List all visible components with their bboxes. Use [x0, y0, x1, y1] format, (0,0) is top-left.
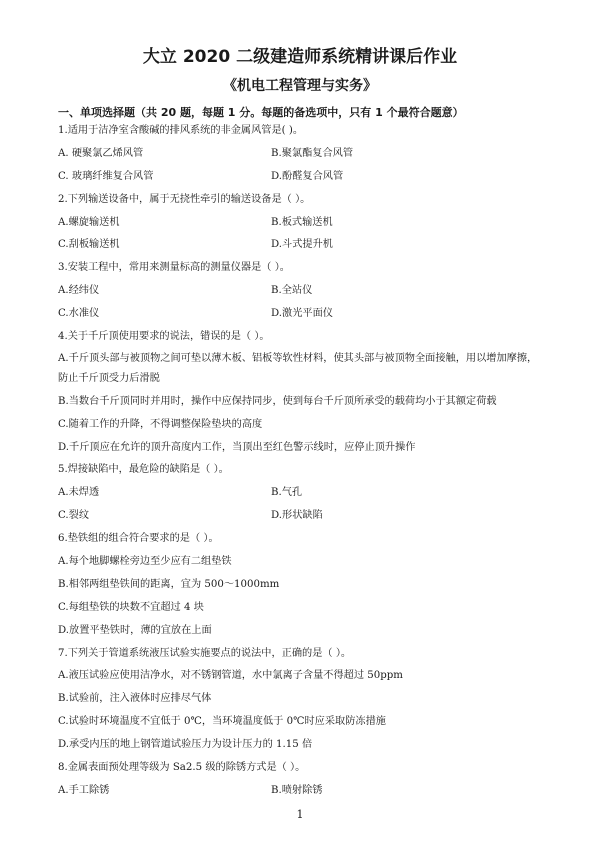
- option: A.千斤顶头部与被顶物之间可垫以薄木板、铝板等软性材料，使其头部与被顶物全面接触，用以增加摩擦，: [58, 352, 538, 364]
- option: A.螺旋输送机: [58, 216, 120, 228]
- option: B.全站仪: [271, 285, 313, 297]
- option: D.放置平垫铁时，薄的宜放在上面: [58, 624, 212, 636]
- option: B.相邻两组垫铁间的距离，宜为 500～1000mm: [58, 578, 280, 590]
- option: A.手工除锈: [58, 784, 110, 796]
- question-stem: 7.下列关于管道系统液压试验实施要点的说法中，正确的是（ ）。: [58, 647, 352, 659]
- option-row: [58, 303, 558, 326]
- option: B.聚氯酯复合风管: [271, 147, 354, 159]
- option-row: [58, 482, 558, 505]
- option: A.未焊透: [58, 487, 100, 499]
- option: B.喷射除锈: [271, 784, 323, 796]
- option: A.每个地脚螺栓旁边至少应有二组垫铁: [58, 556, 232, 568]
- option: A.液压试验应使用洁净水，对不锈钢管道，水中氯离子含量不得超过 50ppm: [58, 670, 403, 682]
- option: D.千斤顶应在允许的顶升高度内工作，当顶出至红色警示线时，应停止顶升操作: [58, 441, 416, 453]
- question-stem: 3.安装工程中，常用来测量标高的测量仪器是（ ）。: [58, 262, 290, 274]
- section-heading: 一、单项选择题（共 20 题，每题 1 分。每题的备选项中，只有 1 个最符合题意）: [58, 106, 464, 119]
- document-subtitle: 《机电工程管理与实务》: [223, 78, 377, 94]
- option: B.试验前，注入液体时应排尽气体: [58, 693, 212, 705]
- option-row: [58, 234, 558, 257]
- question-stem: 8.金属表面预处理等级为 Sa2.5 级的除锈方式是（ ）。: [58, 762, 306, 774]
- option: B.当数台千斤顶同时并用时，操作中应保持同步，使到每台千斤顶所承受的载荷均小于其额定荷载: [58, 395, 497, 407]
- option: C.裂纹: [58, 510, 90, 522]
- option-continuation: 防止千斤顶受力后滑脱: [58, 372, 160, 384]
- option: A.经纬仪: [58, 285, 100, 297]
- option: D.承受内压的地上钢管道试验压力为设计压力的 1.15 倍: [58, 739, 313, 751]
- option: B.气孔: [271, 487, 303, 499]
- option-row: [58, 780, 558, 803]
- option-row: [58, 166, 558, 189]
- question-stem: 6.垫铁组的组合符合要求的是（ ）。: [58, 533, 219, 545]
- option: B.板式输送机: [271, 216, 333, 228]
- question-stem: 4.关于千斤顶使用要求的说法，错误的是（ ）。: [58, 331, 270, 343]
- question-list: [58, 120, 558, 803]
- option: D.斗式提升机: [271, 239, 333, 251]
- option-row: [58, 505, 558, 528]
- option-row: [58, 143, 558, 166]
- option: D.形状缺陷: [271, 510, 323, 522]
- option: C.水准仪: [58, 308, 100, 320]
- option: D.激光平面仪: [271, 308, 333, 320]
- option: D.酚醛复合风管: [271, 170, 344, 182]
- option: A. 硬聚氯乙烯风管: [58, 147, 144, 159]
- page-number: 1: [296, 808, 304, 821]
- option: C.刮板输送机: [58, 239, 120, 251]
- question-stem: 2.下列输送设备中，属于无挠性牵引的输送设备是（ ）。: [58, 193, 311, 205]
- option-row: [58, 212, 558, 235]
- question-stem: 5.焊接缺陷中，最危险的缺陷是（ ）。: [58, 464, 229, 476]
- option: C.每组垫铁的块数不宜超过 4 块: [58, 601, 204, 613]
- option: C. 玻璃纤维复合风管: [58, 170, 154, 182]
- option: C.随着工作的升降，不得调整保险垫块的高度: [58, 418, 263, 430]
- question-stem: 1.适用于洁净室含酸碱的排风系统的非金属风管是( )。: [58, 125, 304, 136]
- option: C.试验时环境温度不宜低于 0℃，当环境温度低于 0℃时应采取防冻措施: [58, 716, 386, 728]
- option-row: [58, 280, 558, 303]
- document-title: 大立 2020 二级建造师系统精讲课后作业: [142, 47, 458, 67]
